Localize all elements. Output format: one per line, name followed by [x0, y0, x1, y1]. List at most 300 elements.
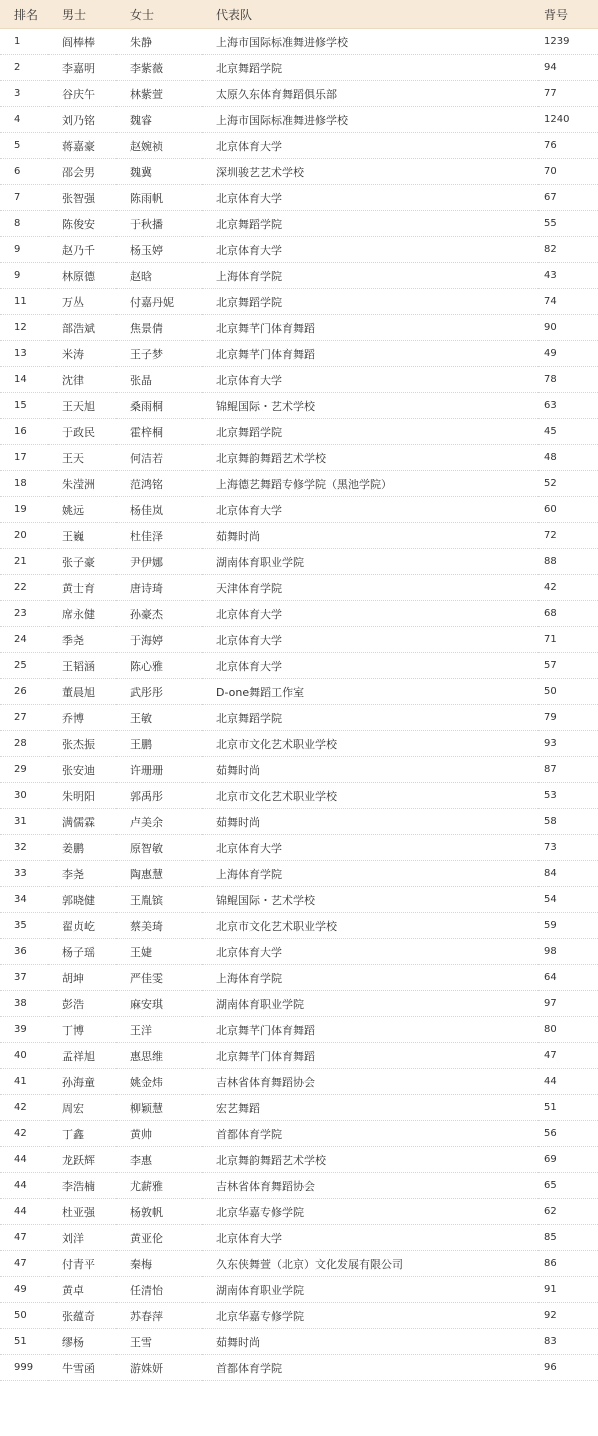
- cell-male-dancer: 王天旭: [48, 393, 116, 419]
- cell-male-dancer: 丁鑫: [48, 1121, 116, 1147]
- cell-rank: 41: [0, 1069, 48, 1095]
- table-row: [0, 159, 598, 185]
- cell-female-dancer: 杨敦帆: [116, 1199, 202, 1225]
- cell-female-dancer: 陈雨帆: [116, 185, 202, 211]
- cell-bib-number: 74: [538, 289, 598, 315]
- cell-female-dancer: 麻安琪: [116, 991, 202, 1017]
- table-row: [0, 601, 598, 627]
- cell-bib-number: 92: [538, 1303, 598, 1329]
- table-row: [0, 185, 598, 211]
- cell-bib-number: 69: [538, 1147, 598, 1173]
- cell-female-dancer: 王雪: [116, 1329, 202, 1355]
- cell-bib-number: 78: [538, 367, 598, 393]
- cell-female-dancer: 原智敏: [116, 835, 202, 861]
- table-row: [0, 939, 598, 965]
- cell-bib-number: 43: [538, 263, 598, 289]
- table-row: [0, 237, 598, 263]
- table-row: [0, 81, 598, 107]
- cell-male-dancer: 杨子瑶: [48, 939, 116, 965]
- cell-team: 久东侠舞萱（北京）文化发展有限公司: [202, 1251, 538, 1277]
- table-row: [0, 29, 598, 55]
- cell-team: 上海体育学院: [202, 263, 538, 289]
- cell-male-dancer: 米涛: [48, 341, 116, 367]
- cell-team: 锦鲲国际・艺术学校: [202, 887, 538, 913]
- cell-team: 上海市国际标准舞进修学校: [202, 107, 538, 133]
- cell-rank: 17: [0, 445, 48, 471]
- cell-male-dancer: 满儒霖: [48, 809, 116, 835]
- cell-male-dancer: 黄士育: [48, 575, 116, 601]
- cell-team: 北京舞蹈学院: [202, 419, 538, 445]
- table-row: [0, 809, 598, 835]
- table-row: [0, 393, 598, 419]
- cell-male-dancer: 邵会男: [48, 159, 116, 185]
- cell-rank: 8: [0, 211, 48, 237]
- table-row: [0, 1277, 598, 1303]
- cell-female-dancer: 赵晗: [116, 263, 202, 289]
- cell-male-dancer: 万丛: [48, 289, 116, 315]
- cell-male-dancer: 董晨旭: [48, 679, 116, 705]
- cell-rank: 1: [0, 29, 48, 55]
- cell-rank: 49: [0, 1277, 48, 1303]
- cell-female-dancer: 魏睿: [116, 107, 202, 133]
- cell-female-dancer: 桑雨桐: [116, 393, 202, 419]
- table-row: [0, 263, 598, 289]
- cell-team: 上海市国际标准舞进修学校: [202, 29, 538, 55]
- cell-bib-number: 88: [538, 549, 598, 575]
- cell-bib-number: 1239: [538, 29, 598, 55]
- table-row: [0, 1251, 598, 1277]
- cell-female-dancer: 郭禹彤: [116, 783, 202, 809]
- cell-bib-number: 93: [538, 731, 598, 757]
- table-header: [0, 0, 598, 29]
- cell-team: 北京体育大学: [202, 367, 538, 393]
- cell-bib-number: 53: [538, 783, 598, 809]
- cell-team: 北京舞韵舞蹈艺术学校: [202, 1147, 538, 1173]
- cell-rank: 25: [0, 653, 48, 679]
- cell-male-dancer: 张子豪: [48, 549, 116, 575]
- cell-female-dancer: 武彤彤: [116, 679, 202, 705]
- cell-female-dancer: 朱静: [116, 29, 202, 55]
- cell-team: 宏艺舞蹈: [202, 1095, 538, 1121]
- cell-female-dancer: 王婕: [116, 939, 202, 965]
- cell-male-dancer: 孙海童: [48, 1069, 116, 1095]
- cell-male-dancer: 朱明阳: [48, 783, 116, 809]
- cell-team: D-one舞蹈工作室: [202, 679, 538, 705]
- cell-bib-number: 97: [538, 991, 598, 1017]
- cell-team: 上海体育学院: [202, 861, 538, 887]
- cell-female-dancer: 赵婉祯: [116, 133, 202, 159]
- cell-male-dancer: 周宏: [48, 1095, 116, 1121]
- table-row: [0, 1121, 598, 1147]
- cell-male-dancer: 李嘉明: [48, 55, 116, 81]
- cell-rank: 35: [0, 913, 48, 939]
- cell-team: 首都体育学院: [202, 1121, 538, 1147]
- cell-male-dancer: 席永健: [48, 601, 116, 627]
- cell-team: 北京体育大学: [202, 497, 538, 523]
- cell-rank: 7: [0, 185, 48, 211]
- table-row: [0, 1043, 598, 1069]
- cell-male-dancer: 张蕴奇: [48, 1303, 116, 1329]
- cell-rank: 34: [0, 887, 48, 913]
- cell-team: 吉林省体育舞蹈协会: [202, 1173, 538, 1199]
- cell-male-dancer: 朱滢洲: [48, 471, 116, 497]
- table-row: [0, 211, 598, 237]
- cell-male-dancer: 姜鹏: [48, 835, 116, 861]
- cell-female-dancer: 杨玉婷: [116, 237, 202, 263]
- cell-bib-number: 60: [538, 497, 598, 523]
- table-row: [0, 497, 598, 523]
- cell-bib-number: 57: [538, 653, 598, 679]
- cell-team: 上海体育学院: [202, 965, 538, 991]
- cell-rank: 39: [0, 1017, 48, 1043]
- cell-male-dancer: 姚远: [48, 497, 116, 523]
- cell-female-dancer: 姚金炜: [116, 1069, 202, 1095]
- cell-team: 湖南体育职业学院: [202, 549, 538, 575]
- cell-team: 北京体育大学: [202, 1225, 538, 1251]
- cell-rank: 15: [0, 393, 48, 419]
- table-row: [0, 1199, 598, 1225]
- cell-team: 茹舞时尚: [202, 757, 538, 783]
- cell-male-dancer: 丁博: [48, 1017, 116, 1043]
- table-row: [0, 341, 598, 367]
- cell-team: 北京体育大学: [202, 653, 538, 679]
- cell-rank: 19: [0, 497, 48, 523]
- cell-team: 北京市文化艺术职业学校: [202, 913, 538, 939]
- cell-rank: 31: [0, 809, 48, 835]
- cell-rank: 44: [0, 1199, 48, 1225]
- cell-rank: 36: [0, 939, 48, 965]
- table-row: [0, 887, 598, 913]
- cell-rank: 47: [0, 1225, 48, 1251]
- cell-rank: 50: [0, 1303, 48, 1329]
- table-row: [0, 783, 598, 809]
- cell-team: 北京舞韵舞蹈艺术学校: [202, 445, 538, 471]
- cell-rank: 26: [0, 679, 48, 705]
- header-male: 男士: [48, 0, 116, 29]
- cell-rank: 4: [0, 107, 48, 133]
- table-row: [0, 731, 598, 757]
- table-row: [0, 289, 598, 315]
- cell-bib-number: 72: [538, 523, 598, 549]
- table-row: [0, 653, 598, 679]
- cell-male-dancer: 季尧: [48, 627, 116, 653]
- cell-bib-number: 83: [538, 1329, 598, 1355]
- cell-female-dancer: 王子梦: [116, 341, 202, 367]
- cell-female-dancer: 杨佳岚: [116, 497, 202, 523]
- cell-rank: 22: [0, 575, 48, 601]
- cell-female-dancer: 于海婷: [116, 627, 202, 653]
- cell-male-dancer: 彭浩: [48, 991, 116, 1017]
- cell-female-dancer: 尹伊娜: [116, 549, 202, 575]
- header-bib: 背号: [538, 0, 598, 29]
- table-row: [0, 549, 598, 575]
- cell-female-dancer: 范鸿铭: [116, 471, 202, 497]
- cell-team: 湖南体育职业学院: [202, 991, 538, 1017]
- cell-rank: 44: [0, 1173, 48, 1199]
- cell-bib-number: 84: [538, 861, 598, 887]
- cell-bib-number: 91: [538, 1277, 598, 1303]
- cell-bib-number: 56: [538, 1121, 598, 1147]
- cell-male-dancer: 孟祥旭: [48, 1043, 116, 1069]
- table-row: [0, 1225, 598, 1251]
- cell-female-dancer: 杜佳泽: [116, 523, 202, 549]
- table-row: [0, 471, 598, 497]
- cell-bib-number: 87: [538, 757, 598, 783]
- header-female: 女士: [116, 0, 202, 29]
- cell-team: 天津体育学院: [202, 575, 538, 601]
- cell-female-dancer: 王鹏: [116, 731, 202, 757]
- cell-rank: 42: [0, 1121, 48, 1147]
- cell-team: 北京舞蹈学院: [202, 289, 538, 315]
- table-row: [0, 107, 598, 133]
- cell-male-dancer: 王天: [48, 445, 116, 471]
- cell-female-dancer: 陈心雅: [116, 653, 202, 679]
- cell-female-dancer: 柳颖慧: [116, 1095, 202, 1121]
- cell-rank: 3: [0, 81, 48, 107]
- table-row: [0, 991, 598, 1017]
- cell-female-dancer: 魏冀: [116, 159, 202, 185]
- cell-female-dancer: 黄帅: [116, 1121, 202, 1147]
- cell-team: 北京体育大学: [202, 939, 538, 965]
- table-row: [0, 367, 598, 393]
- cell-rank: 21: [0, 549, 48, 575]
- table-row: [0, 575, 598, 601]
- cell-rank: 18: [0, 471, 48, 497]
- cell-female-dancer: 付嘉丹妮: [116, 289, 202, 315]
- cell-female-dancer: 李紫薇: [116, 55, 202, 81]
- cell-female-dancer: 张晶: [116, 367, 202, 393]
- cell-female-dancer: 惠思维: [116, 1043, 202, 1069]
- cell-male-dancer: 谷庆午: [48, 81, 116, 107]
- cell-female-dancer: 严佳雯: [116, 965, 202, 991]
- cell-bib-number: 98: [538, 939, 598, 965]
- cell-male-dancer: 张智强: [48, 185, 116, 211]
- cell-bib-number: 76: [538, 133, 598, 159]
- cell-male-dancer: 陈俊安: [48, 211, 116, 237]
- cell-team: 北京体育大学: [202, 185, 538, 211]
- cell-rank: 9: [0, 237, 48, 263]
- cell-team: 北京体育大学: [202, 601, 538, 627]
- cell-bib-number: 54: [538, 887, 598, 913]
- cell-bib-number: 58: [538, 809, 598, 835]
- cell-female-dancer: 陶惠慧: [116, 861, 202, 887]
- cell-rank: 2: [0, 55, 48, 81]
- cell-team: 北京舞芊门体育舞蹈: [202, 1043, 538, 1069]
- cell-male-dancer: 沈律: [48, 367, 116, 393]
- cell-bib-number: 50: [538, 679, 598, 705]
- cell-bib-number: 65: [538, 1173, 598, 1199]
- table-row: [0, 55, 598, 81]
- cell-male-dancer: 缪杨: [48, 1329, 116, 1355]
- cell-male-dancer: 翟贞屹: [48, 913, 116, 939]
- cell-team: 北京体育大学: [202, 237, 538, 263]
- cell-male-dancer: 赵乃千: [48, 237, 116, 263]
- cell-bib-number: 68: [538, 601, 598, 627]
- cell-rank: 16: [0, 419, 48, 445]
- cell-bib-number: 51: [538, 1095, 598, 1121]
- cell-female-dancer: 孙豪杰: [116, 601, 202, 627]
- table-row: [0, 965, 598, 991]
- cell-bib-number: 59: [538, 913, 598, 939]
- cell-female-dancer: 林紫萱: [116, 81, 202, 107]
- cell-team: 茹舞时尚: [202, 523, 538, 549]
- cell-male-dancer: 部浩斌: [48, 315, 116, 341]
- header-rank: 排名: [0, 0, 48, 29]
- cell-male-dancer: 胡坤: [48, 965, 116, 991]
- table-row: [0, 1095, 598, 1121]
- table-row: [0, 913, 598, 939]
- cell-male-dancer: 杜亚强: [48, 1199, 116, 1225]
- cell-bib-number: 79: [538, 705, 598, 731]
- cell-female-dancer: 卢美余: [116, 809, 202, 835]
- cell-bib-number: 96: [538, 1355, 598, 1381]
- cell-bib-number: 70: [538, 159, 598, 185]
- cell-female-dancer: 尤薪雅: [116, 1173, 202, 1199]
- cell-team: 深圳骏艺艺术学校: [202, 159, 538, 185]
- cell-male-dancer: 刘乃铭: [48, 107, 116, 133]
- cell-bib-number: 77: [538, 81, 598, 107]
- cell-rank: 30: [0, 783, 48, 809]
- cell-team: 北京舞蹈学院: [202, 55, 538, 81]
- cell-male-dancer: 王韬涵: [48, 653, 116, 679]
- cell-team: 北京舞芊门体育舞蹈: [202, 341, 538, 367]
- header-row: [0, 0, 598, 29]
- cell-bib-number: 71: [538, 627, 598, 653]
- cell-team: 北京体育大学: [202, 835, 538, 861]
- cell-team: 北京舞蹈学院: [202, 211, 538, 237]
- cell-team: 北京市文化艺术职业学校: [202, 783, 538, 809]
- cell-female-dancer: 秦梅: [116, 1251, 202, 1277]
- table-row: [0, 757, 598, 783]
- table-body: [0, 29, 598, 1381]
- cell-team: 太原久东体育舞蹈俱乐部: [202, 81, 538, 107]
- table-row: [0, 133, 598, 159]
- cell-bib-number: 80: [538, 1017, 598, 1043]
- cell-male-dancer: 林原德: [48, 263, 116, 289]
- cell-female-dancer: 何洁若: [116, 445, 202, 471]
- cell-male-dancer: 张安迪: [48, 757, 116, 783]
- cell-bib-number: 42: [538, 575, 598, 601]
- cell-rank: 42: [0, 1095, 48, 1121]
- table-row: [0, 1069, 598, 1095]
- cell-male-dancer: 于政民: [48, 419, 116, 445]
- cell-female-dancer: 王胤镔: [116, 887, 202, 913]
- cell-rank: 40: [0, 1043, 48, 1069]
- cell-female-dancer: 霍梓桐: [116, 419, 202, 445]
- cell-rank: 51: [0, 1329, 48, 1355]
- cell-rank: 29: [0, 757, 48, 783]
- table-row: [0, 419, 598, 445]
- cell-rank: 6: [0, 159, 48, 185]
- cell-male-dancer: 黄卓: [48, 1277, 116, 1303]
- cell-bib-number: 49: [538, 341, 598, 367]
- cell-female-dancer: 唐诗琦: [116, 575, 202, 601]
- cell-female-dancer: 于秋播: [116, 211, 202, 237]
- cell-rank: 47: [0, 1251, 48, 1277]
- cell-female-dancer: 焦景倩: [116, 315, 202, 341]
- cell-rank: 11: [0, 289, 48, 315]
- cell-female-dancer: 任清怡: [116, 1277, 202, 1303]
- cell-team: 茹舞时尚: [202, 1329, 538, 1355]
- cell-team: 北京市文化艺术职业学校: [202, 731, 538, 757]
- cell-rank: 33: [0, 861, 48, 887]
- cell-rank: 14: [0, 367, 48, 393]
- cell-bib-number: 94: [538, 55, 598, 81]
- cell-bib-number: 82: [538, 237, 598, 263]
- cell-male-dancer: 李浩楠: [48, 1173, 116, 1199]
- cell-rank: 999: [0, 1355, 48, 1381]
- cell-rank: 32: [0, 835, 48, 861]
- cell-male-dancer: 郭晓健: [48, 887, 116, 913]
- cell-team: 吉林省体育舞蹈协会: [202, 1069, 538, 1095]
- table-row: [0, 679, 598, 705]
- cell-team: 首都体育学院: [202, 1355, 538, 1381]
- table-row: [0, 835, 598, 861]
- cell-male-dancer: 牛雪函: [48, 1355, 116, 1381]
- table-row: [0, 523, 598, 549]
- cell-male-dancer: 蒋嘉豪: [48, 133, 116, 159]
- cell-male-dancer: 付青平: [48, 1251, 116, 1277]
- table-row: [0, 445, 598, 471]
- cell-bib-number: 52: [538, 471, 598, 497]
- cell-bib-number: 48: [538, 445, 598, 471]
- cell-team: 上海德艺舞蹈专修学院（黑池学院）: [202, 471, 538, 497]
- table-row: [0, 1173, 598, 1199]
- cell-team: 北京体育大学: [202, 133, 538, 159]
- cell-rank: 37: [0, 965, 48, 991]
- cell-bib-number: 45: [538, 419, 598, 445]
- table-row: [0, 315, 598, 341]
- cell-bib-number: 62: [538, 1199, 598, 1225]
- cell-rank: 27: [0, 705, 48, 731]
- cell-bib-number: 63: [538, 393, 598, 419]
- table-row: [0, 861, 598, 887]
- cell-team: 北京华嘉专修学院: [202, 1199, 538, 1225]
- cell-female-dancer: 李惠: [116, 1147, 202, 1173]
- cell-team: 北京舞芊门体育舞蹈: [202, 315, 538, 341]
- cell-bib-number: 86: [538, 1251, 598, 1277]
- cell-male-dancer: 王巍: [48, 523, 116, 549]
- cell-female-dancer: 游姝妍: [116, 1355, 202, 1381]
- cell-team: 湖南体育职业学院: [202, 1277, 538, 1303]
- cell-male-dancer: 龙跃辉: [48, 1147, 116, 1173]
- cell-bib-number: 44: [538, 1069, 598, 1095]
- cell-team: 北京体育大学: [202, 627, 538, 653]
- cell-rank: 28: [0, 731, 48, 757]
- cell-rank: 13: [0, 341, 48, 367]
- cell-male-dancer: 乔博: [48, 705, 116, 731]
- cell-bib-number: 47: [538, 1043, 598, 1069]
- cell-female-dancer: 苏春萍: [116, 1303, 202, 1329]
- cell-bib-number: 85: [538, 1225, 598, 1251]
- table-row: [0, 1147, 598, 1173]
- cell-team: 北京华嘉专修学院: [202, 1303, 538, 1329]
- cell-team: 北京舞芊门体育舞蹈: [202, 1017, 538, 1043]
- cell-bib-number: 55: [538, 211, 598, 237]
- cell-female-dancer: 王洋: [116, 1017, 202, 1043]
- cell-female-dancer: 王敏: [116, 705, 202, 731]
- cell-team: 茹舞时尚: [202, 809, 538, 835]
- cell-team: 北京舞蹈学院: [202, 705, 538, 731]
- table-row: [0, 1329, 598, 1355]
- cell-female-dancer: 蔡美琦: [116, 913, 202, 939]
- cell-team: 锦鲲国际・艺术学校: [202, 393, 538, 419]
- table-row: [0, 705, 598, 731]
- cell-male-dancer: 阎棒棒: [48, 29, 116, 55]
- cell-female-dancer: 黄亚伦: [116, 1225, 202, 1251]
- table-row: [0, 1017, 598, 1043]
- cell-bib-number: 90: [538, 315, 598, 341]
